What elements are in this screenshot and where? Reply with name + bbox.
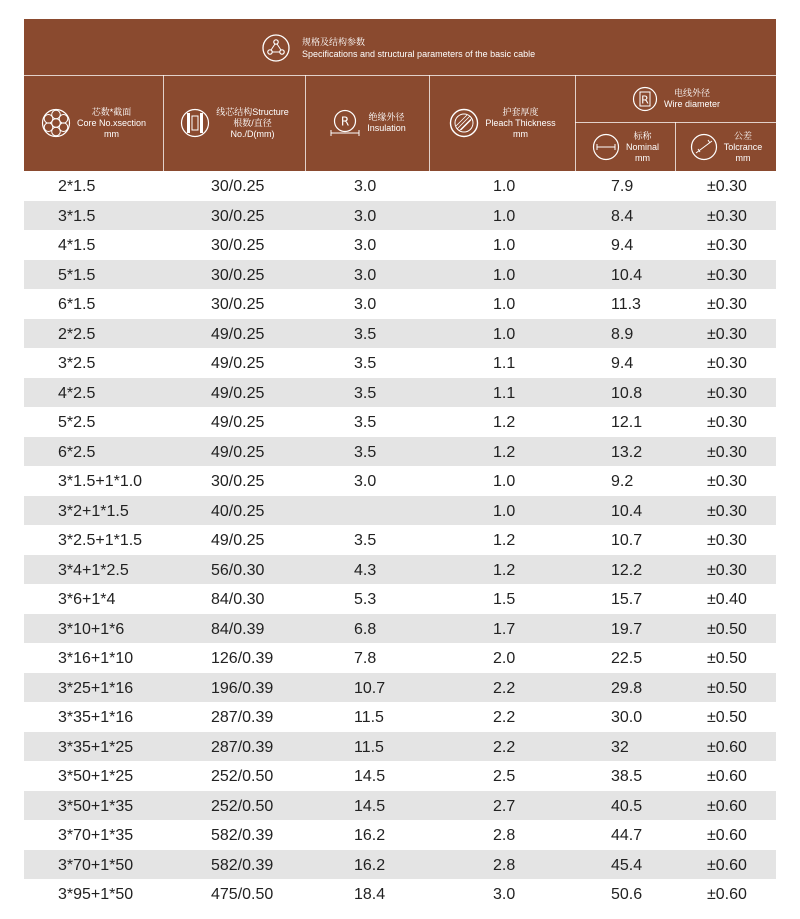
- cell-pleach-thickness: 3.0: [493, 886, 516, 903]
- cell-nominal-diameter: 10.4: [611, 266, 643, 284]
- cell-core-section: 3*16+1*10: [58, 650, 134, 667]
- cell-tolerance: ±0.60: [707, 886, 747, 903]
- cell-tolerance: ±0.30: [707, 532, 747, 549]
- cell-nominal-diameter: 29.8: [611, 679, 643, 697]
- cell-structure: 30/0.25: [211, 178, 265, 195]
- cell-pleach-thickness: 1.0: [493, 502, 516, 520]
- col-header-insulation: [306, 75, 429, 171]
- cell-nominal-diameter: 10.4: [611, 502, 643, 520]
- table-row: [24, 260, 776, 290]
- table-row: [24, 525, 776, 555]
- cell-structure: 56/0.30: [211, 561, 265, 579]
- cell-nominal-diameter: 32: [611, 738, 629, 756]
- table-row: [24, 171, 776, 201]
- page-title: [302, 36, 535, 60]
- cell-nominal-diameter: 19.7: [611, 620, 643, 638]
- table-row: [24, 643, 776, 673]
- table-row: [24, 732, 776, 762]
- cell-insulation: 3.0: [354, 178, 377, 195]
- cell-pleach-thickness: 1.0: [493, 237, 516, 254]
- cell-tolerance: ±0.30: [707, 443, 747, 461]
- table-row: [24, 407, 776, 437]
- col-header-pleach: [430, 75, 575, 171]
- table-row: [24, 201, 776, 231]
- cell-core-section: 3*70+1*35: [58, 827, 134, 844]
- cell-nominal-diameter: 45.4: [611, 856, 643, 874]
- cell-tolerance: ±0.30: [707, 296, 747, 313]
- cell-core-section: 3*10+1*6: [58, 620, 125, 638]
- cable-cross-section-icon: [41, 108, 71, 138]
- cell-insulation: 3.0: [354, 237, 377, 254]
- cell-tolerance: ±0.60: [707, 827, 747, 844]
- cell-insulation: 3.5: [354, 355, 377, 372]
- col-pleach-cn: 护套厚度: [502, 106, 539, 117]
- cell-core-section: 3*35+1*16: [58, 709, 134, 726]
- cell-structure: 49/0.25: [211, 532, 265, 549]
- cell-core-section: 2*1.5: [58, 178, 96, 195]
- cell-structure: 252/0.50: [211, 768, 274, 785]
- cell-tolerance: ±0.50: [707, 679, 747, 697]
- cell-nominal-diameter: 15.7: [611, 591, 643, 608]
- r-badge-icon: [329, 108, 361, 138]
- cell-nominal-diameter: 38.5: [611, 768, 643, 785]
- cell-core-section: 4*2.5: [58, 384, 96, 402]
- cell-core-section: 3*1.5: [58, 207, 96, 225]
- cell-nominal-diameter: 7.9: [611, 178, 634, 195]
- cell-pleach-thickness: 2.2: [493, 738, 516, 756]
- cell-core-section: 3*4+1*2.5: [58, 561, 129, 579]
- cell-insulation: 3.5: [354, 325, 377, 343]
- cell-tolerance: ±0.30: [707, 207, 747, 225]
- cell-pleach-thickness: 2.7: [493, 797, 516, 815]
- cell-nominal-diameter: 9.2: [611, 473, 634, 490]
- col-header-tolerance: [676, 123, 776, 171]
- cell-insulation: 3.5: [354, 384, 377, 402]
- cell-tolerance: ±0.60: [707, 797, 747, 815]
- col-tolerance-unit: mm: [735, 152, 751, 163]
- cell-structure: 49/0.25: [211, 355, 265, 372]
- cell-structure: 252/0.50: [211, 797, 274, 815]
- cell-insulation: 4.3: [354, 561, 377, 579]
- col-insulation-en: Insulation: [367, 123, 406, 133]
- cell-insulation: 14.5: [354, 768, 386, 785]
- cell-nominal-diameter: 11.3: [611, 296, 641, 313]
- cell-structure: 287/0.39: [211, 738, 274, 756]
- cell-tolerance: ±0.30: [707, 325, 747, 343]
- cell-pleach-thickness: 1.2: [493, 414, 516, 431]
- cell-nominal-diameter: 10.8: [611, 384, 643, 402]
- cell-nominal-diameter: 9.4: [611, 355, 634, 372]
- cell-nominal-diameter: 22.5: [611, 650, 643, 667]
- cell-nominal-diameter: 40.5: [611, 797, 643, 815]
- cell-insulation: 5.3: [354, 591, 377, 608]
- cell-core-section: 3*95+1*50: [58, 886, 134, 903]
- col-structure-cn: 线芯结构Structure: [216, 106, 289, 117]
- spec-table: [24, 19, 776, 903]
- diameter-icon: [592, 133, 620, 161]
- cell-insulation: 3.0: [354, 266, 377, 284]
- cell-pleach-thickness: 1.2: [493, 561, 516, 579]
- cell-structure: 49/0.25: [211, 384, 265, 402]
- col-insulation-cn: 绝缘外径: [368, 112, 405, 122]
- col-pleach-en: Pleach Thickness: [485, 117, 556, 128]
- cell-insulation: 3.5: [354, 532, 377, 549]
- cell-core-section: 6*1.5: [58, 296, 96, 313]
- cell-pleach-thickness: 1.2: [493, 532, 516, 549]
- table-row: [24, 289, 776, 319]
- cell-core-section: 2*2.5: [58, 325, 96, 343]
- cell-structure: 49/0.25: [211, 414, 265, 431]
- structure-icon: [180, 108, 210, 138]
- cell-structure: 49/0.25: [211, 443, 265, 461]
- col-structure-unit: No./D(mm): [230, 128, 275, 139]
- cell-insulation: 3.5: [354, 443, 377, 461]
- cell-tolerance: ±0.30: [707, 502, 747, 520]
- cell-pleach-thickness: 1.0: [493, 296, 516, 313]
- title-row: [24, 19, 776, 75]
- cell-nominal-diameter: 8.4: [611, 207, 634, 225]
- cell-pleach-thickness: 1.5: [493, 591, 516, 608]
- cell-pleach-thickness: 1.1: [493, 384, 516, 402]
- svg-text:R: R: [341, 114, 350, 129]
- cell-insulation: 3.0: [354, 207, 377, 225]
- table-row: [24, 466, 776, 496]
- table-body: [24, 171, 776, 909]
- cell-insulation: 16.2: [354, 827, 386, 844]
- col-wire-cn: 电线外径: [673, 87, 710, 98]
- cell-core-section: 3*2.5: [58, 355, 96, 372]
- cell-tolerance: ±0.30: [707, 414, 747, 431]
- cell-tolerance: ±0.30: [707, 355, 747, 372]
- col-wire-en: Wire diameter: [663, 98, 720, 109]
- cell-structure: 30/0.25: [211, 237, 265, 254]
- cell-structure: 30/0.25: [211, 207, 265, 225]
- col-nominal-unit: mm: [634, 152, 650, 163]
- table-row: [24, 614, 776, 644]
- cell-insulation: 11.5: [354, 709, 384, 726]
- cell-nominal-diameter: 50.6: [611, 886, 643, 903]
- col-header-structure: [164, 75, 305, 171]
- col-header-wire-diameter: [576, 75, 776, 122]
- cell-pleach-thickness: 1.0: [493, 266, 516, 284]
- col-nominal-cn: 标称: [633, 130, 652, 141]
- table-row: [24, 702, 776, 732]
- svg-text:R: R: [641, 93, 649, 106]
- col-tolerance-cn: 公差: [733, 130, 752, 141]
- cell-tolerance: ±0.60: [707, 738, 747, 756]
- cell-core-section: 4*1.5: [58, 237, 96, 254]
- col-tolerance-en: Tolcrance: [723, 141, 763, 152]
- cell-pleach-thickness: 1.0: [493, 325, 516, 343]
- cell-core-section: 5*1.5: [58, 266, 96, 284]
- cell-core-section: 3*6+1*4: [58, 591, 116, 608]
- cell-pleach-thickness: 1.0: [493, 207, 516, 225]
- cell-structure: 84/0.30: [211, 591, 265, 608]
- cell-pleach-thickness: 1.0: [493, 473, 516, 490]
- cell-structure: 475/0.50: [211, 886, 274, 903]
- cell-pleach-thickness: 2.2: [493, 709, 516, 726]
- cell-structure: 287/0.39: [211, 709, 274, 726]
- cell-core-section: 3*1.5+1*1.0: [58, 473, 143, 490]
- cell-structure: 196/0.39: [211, 679, 274, 697]
- cell-core-section: 3*50+1*35: [58, 797, 134, 815]
- cell-tolerance: ±0.30: [707, 473, 747, 490]
- cell-structure: 582/0.39: [211, 827, 274, 844]
- cell-tolerance: ±0.30: [707, 178, 747, 195]
- cell-core-section: 5*2.5: [58, 414, 96, 431]
- col-core-en: Core No.xsection: [76, 117, 147, 128]
- table-row: [24, 820, 776, 850]
- table-row: [24, 230, 776, 260]
- title-en: Specifications and structural parameters of the basic cable: [302, 49, 536, 59]
- table-row: [24, 496, 776, 526]
- col-header-core: [24, 75, 163, 171]
- cell-nominal-diameter: 30.0: [611, 709, 643, 726]
- cell-nominal-diameter: 44.7: [611, 827, 643, 844]
- cell-tolerance: ±0.50: [707, 620, 747, 638]
- cell-structure: 582/0.39: [211, 856, 274, 874]
- cell-insulation: 18.4: [354, 886, 386, 903]
- title-cn: 规格及结构参数: [302, 37, 366, 47]
- cell-pleach-thickness: 2.0: [493, 650, 516, 667]
- cell-tolerance: ±0.30: [707, 266, 747, 284]
- cell-nominal-diameter: 8.9: [611, 325, 634, 343]
- table-header: [24, 19, 776, 171]
- cell-core-section: 6*2.5: [58, 443, 96, 461]
- cell-insulation: 6.8: [354, 620, 377, 638]
- cell-structure: 126/0.39: [211, 650, 274, 667]
- cell-insulation: 16.2: [354, 856, 386, 874]
- col-header-nominal: [576, 123, 675, 171]
- table-row: [24, 378, 776, 408]
- cell-nominal-diameter: 9.4: [611, 237, 634, 254]
- col-core-cn: 芯数*截面: [91, 106, 132, 117]
- cell-insulation: 3.5: [354, 414, 377, 431]
- table-row: [24, 850, 776, 880]
- cell-structure: 40/0.25: [211, 502, 265, 520]
- table-row: [24, 879, 776, 909]
- cell-nominal-diameter: 12.1: [611, 414, 643, 431]
- col-core-unit: mm: [104, 128, 119, 139]
- cell-insulation: 14.5: [354, 797, 386, 815]
- table-row: [24, 673, 776, 703]
- table-row: [24, 437, 776, 467]
- cell-core-section: 3*2.5+1*1.5: [58, 532, 143, 549]
- cell-nominal-diameter: 13.2: [611, 443, 643, 461]
- cell-tolerance: ±0.60: [707, 856, 747, 874]
- table-row: [24, 791, 776, 821]
- cell-tolerance: ±0.30: [707, 561, 747, 579]
- cell-structure: 30/0.25: [211, 473, 265, 490]
- r-badge-icon: [632, 86, 658, 112]
- cell-core-section: 3*50+1*25: [58, 768, 134, 785]
- table-row: [24, 584, 776, 614]
- cell-structure: 30/0.25: [211, 266, 265, 284]
- cell-pleach-thickness: 1.0: [493, 178, 516, 195]
- table-row: [24, 761, 776, 791]
- cell-tolerance: ±0.50: [707, 650, 747, 667]
- cell-tolerance: ±0.40: [707, 591, 747, 608]
- col-nominal-en: Nominal: [625, 141, 659, 152]
- cell-pleach-thickness: 1.7: [493, 620, 516, 638]
- table-row: [24, 319, 776, 349]
- tolerance-icon: [690, 133, 718, 161]
- cell-tolerance: ±0.50: [707, 709, 747, 726]
- cell-tolerance: ±0.30: [707, 237, 747, 254]
- cell-pleach-thickness: 2.5: [493, 768, 516, 785]
- cell-structure: 49/0.25: [211, 325, 265, 343]
- cell-insulation: 3.0: [354, 296, 377, 313]
- cell-pleach-thickness: 2.8: [493, 856, 516, 874]
- cell-core-section: 3*35+1*25: [58, 738, 134, 756]
- cell-insulation: 11.5: [354, 738, 384, 756]
- cell-structure: 84/0.39: [211, 620, 265, 638]
- cell-core-section: 3*25+1*16: [58, 679, 134, 697]
- cell-insulation: 7.8: [354, 650, 377, 667]
- sheath-icon: [449, 108, 479, 138]
- cell-insulation: 3.0: [354, 473, 377, 490]
- cell-nominal-diameter: 12.2: [611, 561, 643, 579]
- cell-tolerance: ±0.60: [707, 768, 747, 785]
- cell-core-section: 3*70+1*50: [58, 856, 134, 874]
- table-row: [24, 348, 776, 378]
- cell-pleach-thickness: 2.2: [493, 679, 516, 697]
- network-icon: [261, 33, 291, 63]
- cell-pleach-thickness: 2.8: [493, 827, 516, 844]
- table-row: [24, 555, 776, 585]
- col-structure-sub: 根数/直径: [233, 117, 272, 128]
- cell-pleach-thickness: 1.2: [493, 443, 516, 461]
- cell-tolerance: ±0.30: [707, 384, 747, 402]
- col-pleach-unit: mm: [513, 128, 528, 139]
- cell-pleach-thickness: 1.1: [493, 355, 516, 372]
- cell-core-section: 3*2+1*1.5: [58, 502, 129, 520]
- cell-structure: 30/0.25: [211, 296, 265, 313]
- cell-insulation: 10.7: [354, 679, 386, 697]
- cell-nominal-diameter: 10.7: [611, 532, 643, 549]
